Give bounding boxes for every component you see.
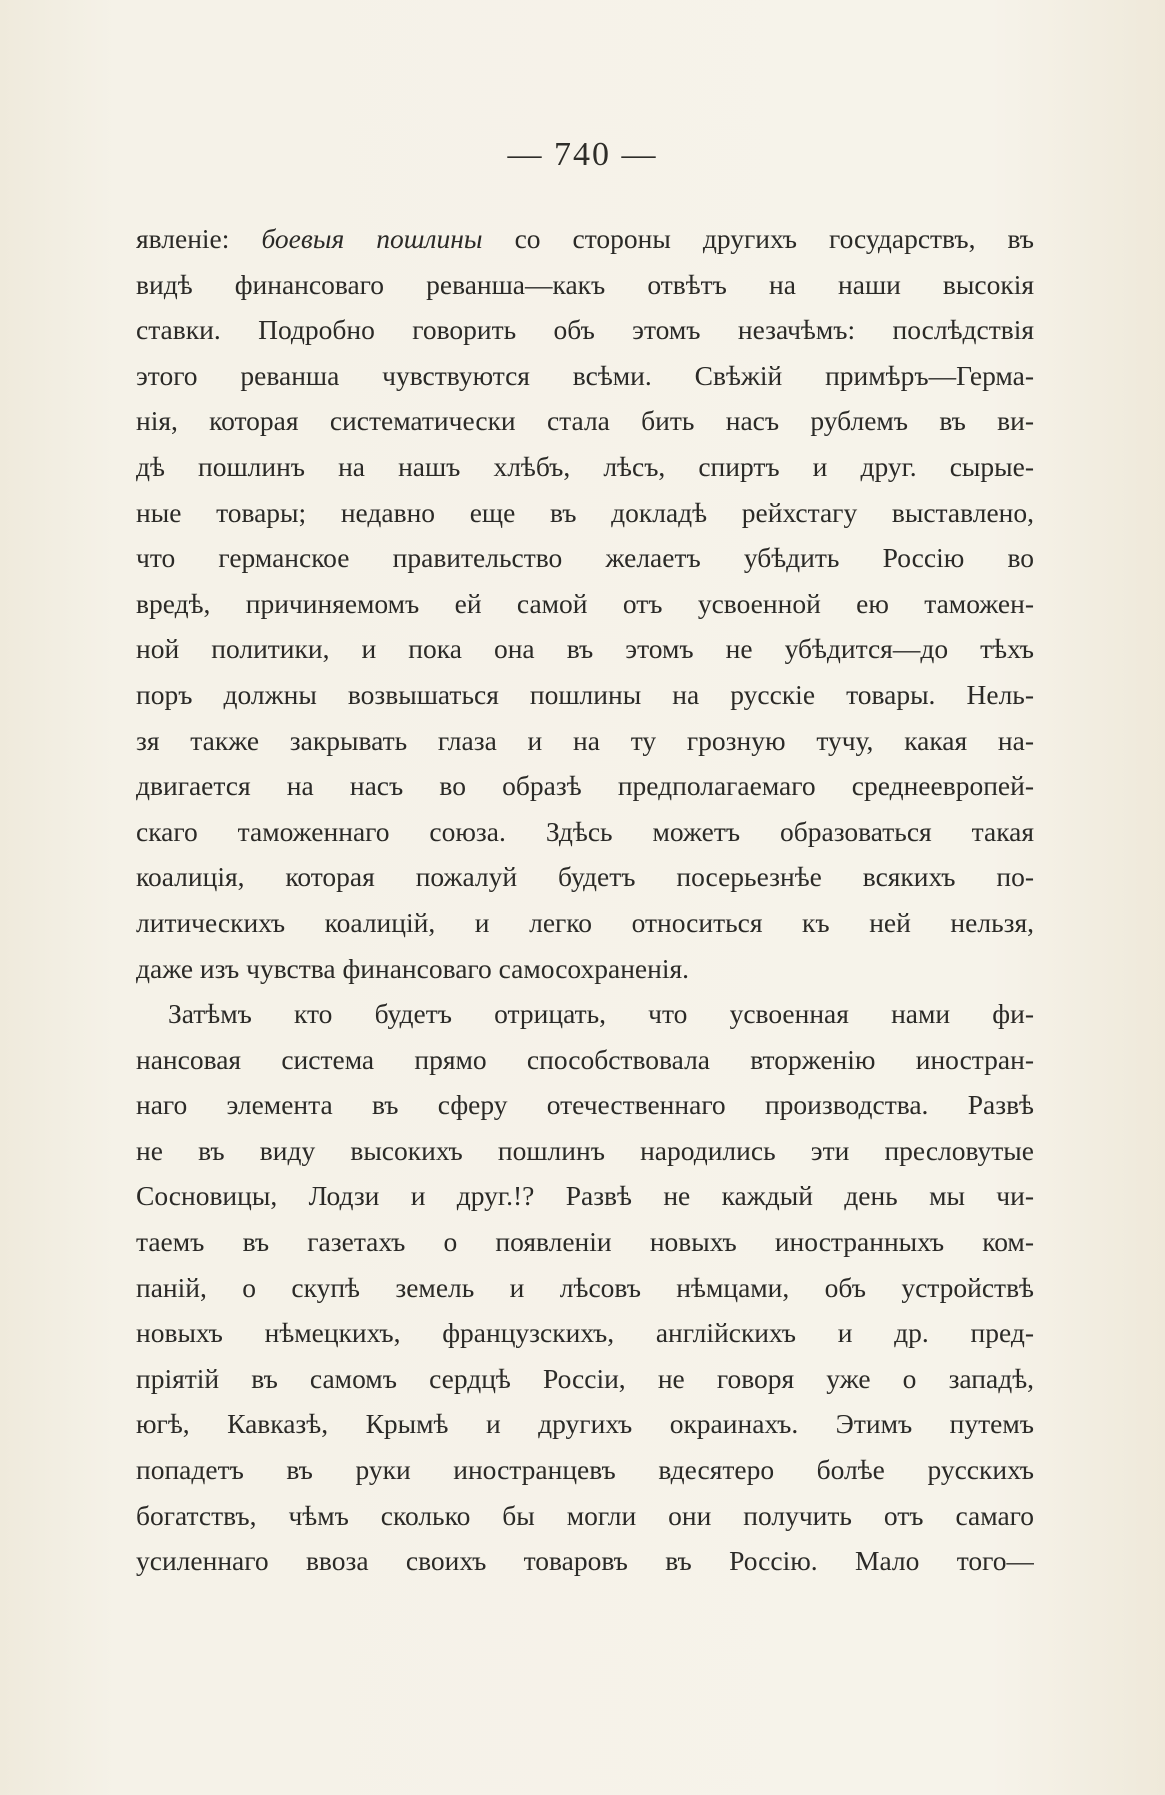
text-line: зя также закрывать глаза и на ту грозную тучу, какая на- — [136, 724, 1034, 756]
text-line: ставки. Подробно говорить объ этомъ незачѣмъ: послѣдствія — [136, 314, 1034, 346]
text-line: паній, о скупѣ земель и лѣсовъ нѣмцами, объ устройствѣ — [136, 1271, 1034, 1303]
text-line: вредѣ, причиняемомъ ей самой отъ усвоенной ею таможен- — [136, 587, 1034, 619]
text-line: усиленнаго ввоза своихъ товаровъ въ Россію. Мало того— — [136, 1545, 1034, 1577]
text-line: коалиція, которая пожалуй будетъ посерьезнѣе всякихъ по- — [136, 861, 1034, 893]
text-line: таемъ въ газетахъ о появленіи новыхъ иностранныхъ ком- — [136, 1226, 1034, 1258]
page-number: — 740 — — [507, 136, 658, 173]
text-line: поръ должны возвышаться пошлины на русскіе товары. Нель- — [136, 678, 1034, 710]
text-line: дѣ пошлинъ на нашъ хлѣбъ, лѣсъ, спиртъ и друг. сырые- — [136, 450, 1034, 482]
text-line: Сосновицы, Лодзи и друг.!? Развѣ не каждый день мы чи- — [136, 1180, 1034, 1212]
text-line: этого реванша чувствуются всѣми. Свѣжій примѣръ—Герма- — [136, 359, 1034, 391]
text-line: попадетъ въ руки иностранцевъ вдесятеро болѣе русскихъ — [136, 1454, 1034, 1486]
text-line: явленіе: боевыя пошлины со стороны другихъ государствъ, въ — [136, 223, 1034, 254]
text-line: пріятій въ самомъ сердцѣ Россіи, не говоря уже о западѣ, — [136, 1362, 1034, 1394]
text-line: богатствъ, чѣмъ сколько бы могли они получить отъ самаго — [136, 1499, 1034, 1531]
text-line: двигается на насъ во образѣ предполагаемаго среднеевропей- — [136, 770, 1034, 802]
text-line: видѣ финансоваго реванша—какъ отвѣтъ на наши высокія — [136, 268, 1034, 300]
body-text — [136, 216, 1034, 1584]
text-line: югѣ, Кавказѣ, Крымѣ и другихъ окраинахъ. Этимъ путемъ — [136, 1408, 1034, 1440]
text-line: нія, которая систематически стала бить насъ рублемъ въ ви- — [136, 405, 1034, 437]
text-line: наго элемента въ сферу отечественнаго производства. Развѣ — [136, 1089, 1034, 1121]
text-line: что германское правительство желаетъ убѣдить Россію во — [136, 542, 1034, 574]
text-line: литическихъ коалицій, и легко относиться къ ней нельзя, — [136, 906, 1034, 938]
text-line: нансовая система прямо способствовала вторженію иностран- — [136, 1043, 1034, 1075]
text-line: даже изъ чувства финансоваго самосохраненія. — [136, 952, 689, 984]
text-line: ные товары; недавно еще въ докладѣ рейхстагу выставлено, — [136, 496, 1034, 528]
text-line: ной политики, и пока она въ этомъ не убѣдится—до тѣхъ — [136, 633, 1034, 665]
emphasis-text: боевыя пошлины — [261, 223, 483, 254]
text-line: скаго таможеннаго союза. Здѣсь можетъ образоваться такая — [136, 815, 1034, 847]
text-line: Затѣмъ кто будетъ отрицать, что усвоенная нами фи- — [168, 998, 1034, 1030]
text-line: не въ виду высокихъ пошлинъ народились эти пресловутые — [136, 1134, 1034, 1166]
text-line: новыхъ нѣмецкихъ, французскихъ, англійскихъ и др. пред- — [136, 1317, 1034, 1349]
